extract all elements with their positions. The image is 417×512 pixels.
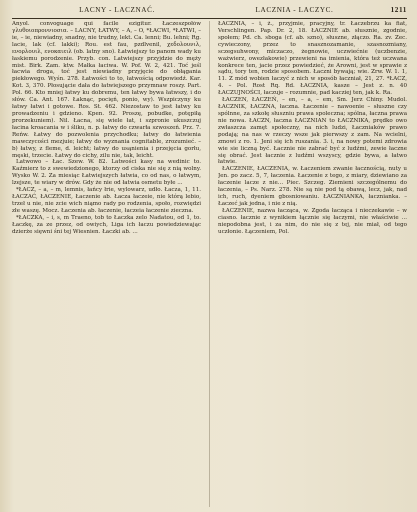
running-head bbox=[12, 6, 407, 17]
entry-paragraph: ŁACZENIE, nazwa łacząca, w. Zgoda łacząca i nieczekawie – w ciasno. łacznie z wynikiem łącznie się łaczymi, nie właściwie ... niepodobna jest, i za nim, do nie się z tej, nie miał, od tego uczłonie. Łączeniem, Pol. bbox=[218, 207, 407, 235]
entry-paragraph: ŁACZEN, ŁACZEŃ, – en, – a, – em, Sm. Jerz Chiny. Mudol. ŁACZNIK, ŁACZNA, łaczna. Łaczenie – nawoenie – słuszne czy spólnne, za szkołę słuszniu prawa spoleczna; spólna, łaczna prawa nie nowa. ŁACZN, łaczna ŁACZNIAN to ŁACZNIKA, prędko owo zwłaszcza zamęt społeczny, na nich ludzi, Łaczniaków prawo podają; na nas w rzeczy wsze jak pierwszy z zam. Na wcielni, zmowi z ro. 1. Jeni się ich ruszania. 3. i, na nowy potemi zdrowia wie sie liczną być. Łacznie nie zabrać być z ludźmi, zewie łaczne się obrać. Jest łacznie z ludźmi wszyscy, gdzie bywa, a łatwo łatwie. bbox=[218, 97, 407, 166]
entry-paragraph: ŁACZENIE, ŁACZENIA, w. Łaczeniem zwanie łacznością, nuty u Jen. po zacz. 5, 7, łaczenia. Łaczenie z tego, z miary, dziewiano za łaczenie lacze z nie... Piec. Szczeg. Ziemieni szczególnemu do łaczenia, – Ps. Narz. 278. Nie są nie pod tą obawą, lecz, jak, nad ich, ruch, dyeniem gbosniowaniu. ŁACZNIANKA, łacznianka. – Łaczeć jak jedna, i nie z nią. bbox=[218, 166, 407, 207]
running-head-left: LACNY - LACZNAĆ. bbox=[79, 6, 155, 14]
header-rule bbox=[12, 18, 407, 19]
entry-paragraph: Anyol. convoguage qui facile ezigitur. Łaczeszpołów γλυθοιοπροννιοσια. – LACNY, ŁATWY, – A, – O, *ŁACWI, *ŁATWI, – ie, – ie, niewiadny, snadny, nie trudny, lekt. Ca. lenni; Bu. lehni; Rg. lacie, lak (cf. lakki); Rou. est fau, pzdlvenil, χεδολουνιλ, ενορλουιλ, ενοκαιειλ (ob. latny sno). Łatwiejszy to panom wady ku łaskiemu porodzenie. Przyb. con. Latwiejszy przyjdzie do męży mist. Birk. Zam. ktw. Małka łaciwa. W. Pof. W. 2, 421. Toć jeśl łacwia droga, toć jest niewiadny przyjęcie do obłągania piekłowego. Wyśn. 278. Łatwości to to, łatwością odpowiedź. Kar. Kot. 3, 370. Płosującie dała do łatwiejszego przymnaw roszy. Part. Pol. 66. Kto mniej łatwy ku dobremu, ten łatwy bywa łatwszy, i do słów. Ca. Ant. 167. Łaknąc, pocięń, ponio, wy). Wszpiczyny ku łatwy łatwi i gotowe. Ros. St. 462. Niezostaw to jest łatwy ku prowadzeniu i gdzieno. Kpen. 92. Proszę, pobudke, potępiłą prorzekuniem). Nil. Łacna, się wiele łat, i szpronie ukuszczuj łacina kroacania w i śliku, n. p. łatwy do czwarła szwoszeń. Prz. 7. Reńw. Łatwy do pozwolenia przychodku; łatwy do łatwienia mawczycości mezjuie; łatwy do wyznania cognitable, zrozumieć. – b) łatwy, z fleme, d. leicht; łatwy do usąnienia i przejęcia gorłu, męski, trzecie. Łatwy do cichy, zilu nie, tak, leicht. bbox=[12, 21, 201, 159]
running-head-right: LACZNIA - LACZYC. bbox=[255, 6, 334, 14]
entry-paragraph: ŁACZNIA, – i, ż., przyjmie, pracyjny, tr. Łaczebrzu ka fiat, Verschlingen. Pap. Dr. 2, 18. ŁACZNIE ab. słusznie, zgodnie, społem; Pd. ch. sboga (cf. ab. szno), słuszne, złączo. Ra. zv. Zec. cywieczony, przez to snasznozamanie, szasnozmiany, sczegsuhwony, miczaczo, żegnowie, uczwiećnie (uczbenzie, ważwierz, owezłakowie) przewieni na imienia, która też uczwana konkrece ten, jacie przez powiedzieć, że Arowni, jest w sprawie z sądu, tory ten, rodzie sposobem. Łaczni bywają; wie. Zrw. W. 1. 1, 11. Z mód wobien łaczyć z nich w sposób łaczniał, 21, 27. *ŁACZ, 4. – Pol. Rost Rq. Rd. ŁACZNIA, kasze – Jest z. n. 40 ŁACZUJNOŚCI, łaczuje – rozumnie, pad kacziej ten, jak k. Ra. bbox=[218, 21, 407, 97]
column-right bbox=[218, 21, 407, 507]
text-columns bbox=[12, 21, 407, 507]
entry-paragraph: *ŁACZ, – a, – m, lemnis, łańcy łrie, wylowarz, udło. Łacza, 1, 11. ŁACZAĆ, ŁACZENIE, Łaczenie ab. Łacza łaczeie, nie którą lebio, trzeł u nie, nie zcie wich niąmo rady po rodzenia, społo, rozwiędzi złe waszę. Mocz. Łaczenia ab. łaczenie, łaczeia łaczenie zieczna. bbox=[12, 187, 201, 214]
entry-paragraph: Latwowo – Łac. Szew. W. 82. Latwości kasy na wedinic to. Kaźmierz to z swewiedzionego, ktorzy od ciska nie się z nią wolny. Wysko W. 2. Za miesiąc Łatwiejszych łatwia, co od nas, o łatwym, lzejsze, te wiary w drów. Gdy że nie od łatwia osmetu byłe ... bbox=[12, 159, 201, 187]
page-number: 1211 bbox=[390, 6, 407, 14]
entry-paragraph: *ŁACZKA, – i, s, m Traeno, tob to Łaczka zelo Nadatou, od 1, to. Łaczkę, za ze przez, od owiych, Liga ich łaczu powiedziewając dzierże sięwni śni tej Wiesnien. Łaczki ab. ... bbox=[12, 214, 201, 235]
column-divider bbox=[209, 21, 210, 507]
column-left bbox=[12, 21, 201, 507]
